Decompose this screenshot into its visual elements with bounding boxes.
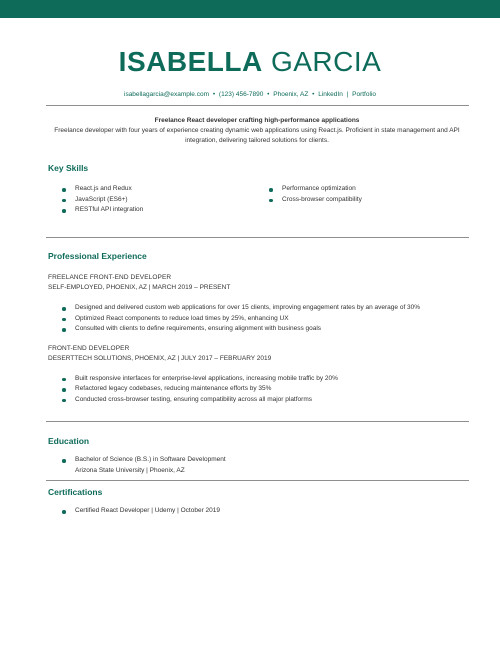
job-meta: DESERTTECH SOLUTIONS, PHOENIX, AZ | JULY 2017 – FEBRUARY 2019 bbox=[48, 354, 272, 362]
job-bullet: Refactored legacy codebases, reducing maintenance efforts by 35% bbox=[62, 384, 500, 395]
summary-section bbox=[46, 116, 468, 146]
job-bullet: Consulted with clients to define requirements, ensuring alignment with business goals bbox=[62, 324, 500, 335]
contact-line bbox=[0, 91, 500, 98]
separator-pipe: | bbox=[346, 91, 349, 98]
divider bbox=[46, 105, 469, 106]
skill-item: React.js and Redux bbox=[62, 184, 143, 195]
skill-item: Performance optimization bbox=[269, 184, 362, 195]
school-info: Arizona State University | Phoenix, AZ bbox=[75, 466, 185, 474]
separator-dot: • bbox=[312, 91, 315, 98]
divider bbox=[46, 237, 469, 238]
experience-heading: Professional Experience bbox=[48, 251, 147, 261]
portfolio-link[interactable]: Portfolio bbox=[352, 91, 376, 98]
phone-text: (123) 456-7890 bbox=[218, 91, 264, 98]
skill-item: JavaScript (ES6+) bbox=[62, 195, 143, 206]
certifications-heading: Certifications bbox=[48, 487, 103, 497]
job-title: FRONT-END DEVELOPER bbox=[48, 344, 130, 352]
candidate-name bbox=[0, 46, 500, 78]
separator-dot: • bbox=[212, 91, 216, 98]
certification-item: Certified React Developer | Udemy | October 2019 bbox=[62, 506, 500, 517]
job-title: FREELANCE FRONT-END DEVELOPER bbox=[48, 274, 172, 281]
job-meta: SELF-EMPLOYED, PHOENIX, AZ | MARCH 2019 – PRESENT bbox=[48, 284, 231, 291]
summary-text: Freelance developer with four years of experience creating dynamic web applications using React.js. Proficient in state management and API integration, delivering tailored solutions for clients. bbox=[54, 127, 460, 144]
skill-item: Cross-browser compatibility bbox=[269, 195, 362, 206]
linkedin-link[interactable]: LinkedIn bbox=[318, 91, 343, 98]
header-bar bbox=[0, 0, 500, 18]
education-heading: Education bbox=[48, 436, 90, 446]
last-name: GARCIA bbox=[270, 46, 382, 77]
job-bullet: Optimized React components to reduce load times by 25%, enhancing UX bbox=[62, 314, 500, 325]
skills-column-2 bbox=[269, 184, 362, 205]
job-bullet: Conducted cross-browser testing, ensuring compatibility across all major platforms bbox=[62, 395, 500, 406]
skills-column-1 bbox=[62, 184, 143, 216]
education-list bbox=[62, 455, 500, 466]
skills-heading: Key Skills bbox=[48, 163, 89, 173]
job-bullets bbox=[62, 303, 500, 335]
certifications-list bbox=[62, 506, 500, 517]
email-link[interactable]: isabellagarcia@example.com bbox=[124, 91, 209, 98]
divider bbox=[46, 421, 469, 422]
first-name: ISABELLA bbox=[118, 46, 263, 77]
skill-item: RESTful API integration bbox=[62, 205, 143, 216]
job-bullet: Built responsive interfaces for enterprise-level applications, increasing mobile traffic by 20% bbox=[62, 374, 500, 385]
location-text: Phoenix, AZ bbox=[273, 91, 309, 98]
separator-dot: • bbox=[267, 91, 270, 98]
degree-item: Bachelor of Science (B.S.) in Software Development bbox=[62, 455, 500, 466]
summary-headline: Freelance React developer crafting high-performance applications bbox=[154, 117, 360, 124]
skills-list bbox=[62, 184, 500, 226]
divider bbox=[46, 480, 469, 481]
job-bullet: Designed and delivered custom web applications for over 15 clients, improving engagement rates by an average of 30% bbox=[62, 303, 500, 314]
job-bullets bbox=[62, 374, 500, 406]
